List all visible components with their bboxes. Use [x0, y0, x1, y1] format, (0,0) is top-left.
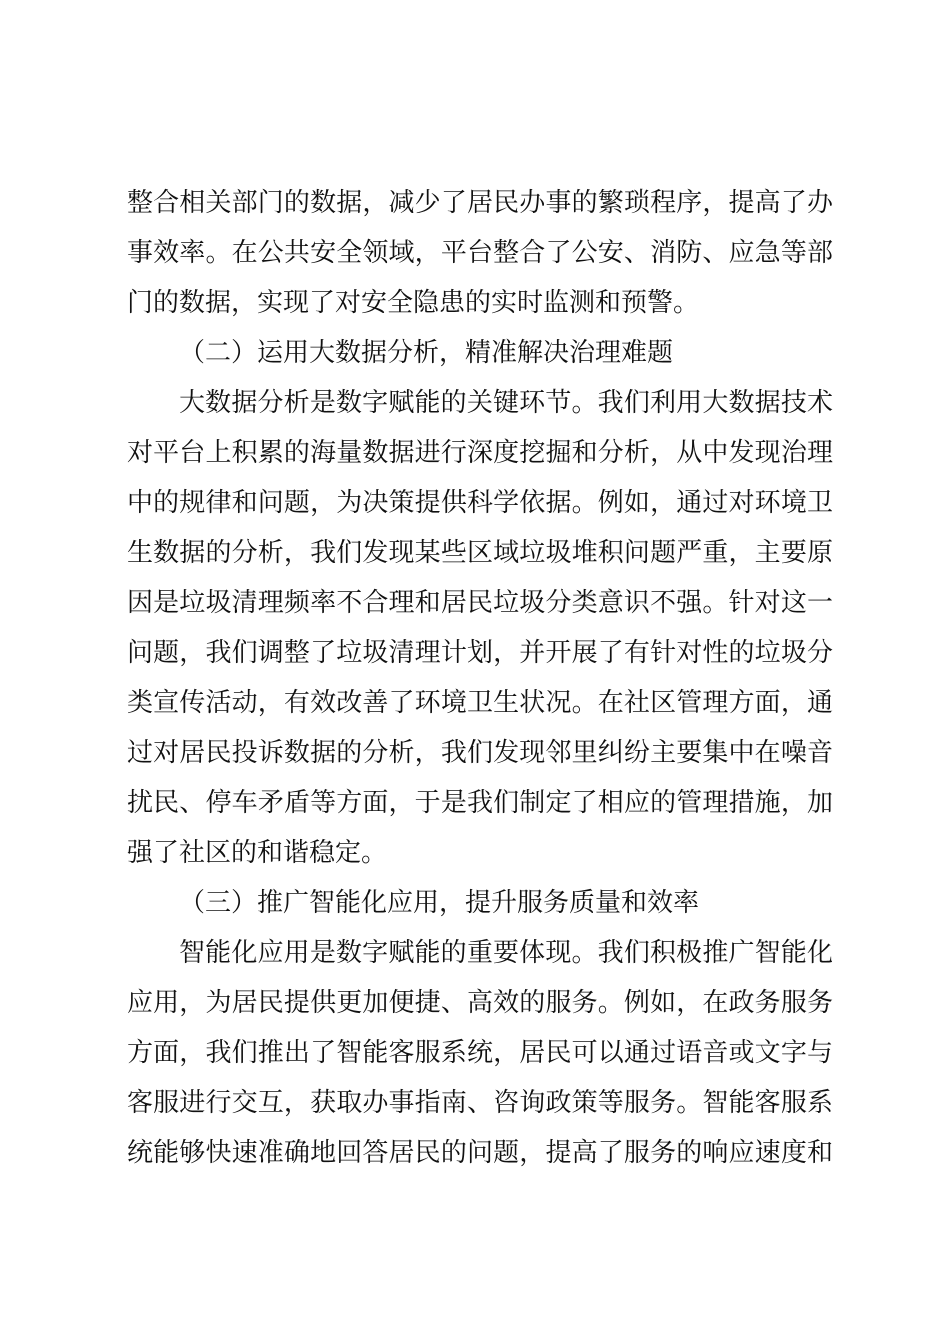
paragraph-line: 智能化应用是数字赋能的重要体现。我们积极推广智能化: [179, 938, 833, 968]
paragraph-line: 事效率。在公共安全领域，平台整合了公安、消防、应急等部: [127, 238, 833, 268]
paragraph-line: 强了社区的和谐稳定。: [127, 838, 388, 868]
paragraph-line: 生数据的分析，我们发现某些区域垃圾堆积问题严重，主要原: [127, 538, 833, 568]
paragraph-line: 扰民、停车矛盾等方面，于是我们制定了相应的管理措施，加: [127, 788, 833, 818]
paragraph-line: 方面，我们推出了智能客服系统，居民可以通过语音或文字与: [127, 1038, 833, 1068]
paragraph-line: 应用，为居民提供更加便捷、高效的服务。例如，在政务服务: [127, 988, 833, 1018]
paragraph-line: 对平台上积累的海量数据进行深度挖掘和分析，从中发现治理: [127, 438, 833, 468]
paragraph-line: 门的数据，实现了对安全隐患的实时监测和预警。: [127, 288, 700, 318]
paragraph-line: 类宣传活动，有效改善了环境卫生状况。在社区管理方面，通: [127, 688, 833, 718]
paragraph-line: 过对居民投诉数据的分析，我们发现邻里纠纷主要集中在噪音: [127, 738, 833, 768]
paragraph-line: 统能够快速准确地回答居民的问题，提高了服务的响应速度和: [127, 1138, 833, 1168]
section-heading: （三）推广智能化应用，提升服务质量和效率: [179, 888, 700, 918]
section-heading: （二）运用大数据分析，精准解决治理难题: [179, 338, 674, 368]
paragraph-line: 大数据分析是数字赋能的关键环节。我们利用大数据技术: [179, 388, 833, 418]
document-body: [127, 178, 833, 1178]
paragraph-line: 因是垃圾清理频率不合理和居民垃圾分类意识不强。针对这一: [127, 588, 833, 618]
paragraph-line: 整合相关部门的数据，减少了居民办事的繁琐程序，提高了办: [127, 188, 833, 218]
paragraph-line: 客服进行交互，获取办事指南、咨询政策等服务。智能客服系: [127, 1088, 833, 1118]
paragraph-line: 问题，我们调整了垃圾清理计划，并开展了有针对性的垃圾分: [127, 638, 833, 668]
paragraph-line: 中的规律和问题，为决策提供科学依据。例如，通过对环境卫: [127, 488, 833, 518]
